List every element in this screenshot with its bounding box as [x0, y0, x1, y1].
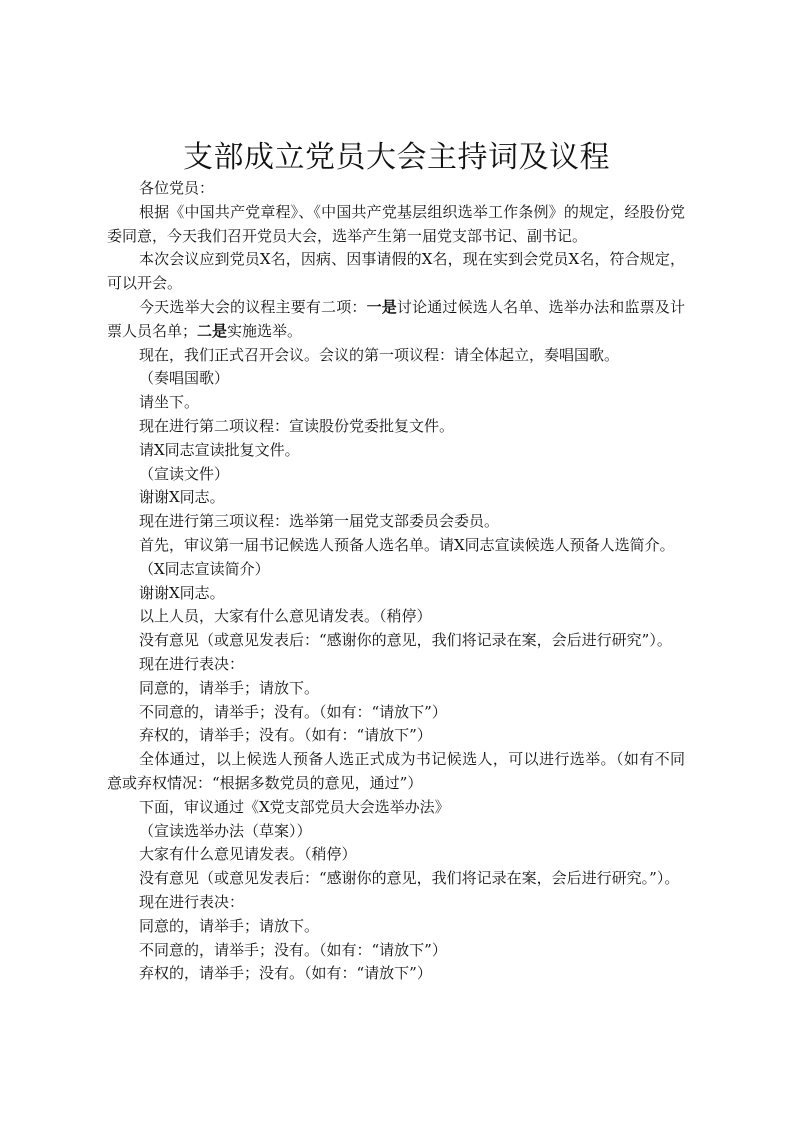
paragraph-vote-2: 现在进行表决：	[139, 892, 245, 911]
paragraph-opinions-2: 大家有什么意见请发表。（稍停）	[139, 845, 357, 864]
paragraph-review-candidates: 首先，审议第一届书记候选人预备人选名单。请X同志宣读候选人预备人选简介。	[139, 535, 675, 554]
paragraph-second-item: 现在进行第二项议程：宣读股份党委批复文件。	[139, 416, 455, 435]
paragraph-no-opinion-1: 没有意见（或意见发表后：“感谢你的意见，我们将记录在案，会后进行研究”）。	[139, 631, 672, 650]
paragraph-agree-2: 同意的，请举手；请放下。	[139, 916, 320, 935]
agenda-enumerator: 一是	[366, 297, 397, 316]
agenda-enumerator: 二是	[197, 321, 228, 340]
paragraph-intro-note: （X同志宣读简介）	[139, 559, 270, 578]
paragraph-attendance: 本次会议应到党员X名，因病、因事请假的X名，现在实到会党员X名，符合规定，可以开会。	[107, 250, 685, 293]
paragraph-thanks-1: 谢谢X同志。	[139, 488, 225, 507]
paragraph-abstain-2: 弃权的，请举手；没有。（如有：“请放下”）	[139, 964, 432, 983]
paragraph-sit-down: 请坐下。	[139, 393, 200, 412]
paragraph-review-method: 下面，审议通过《X党支部党员大会选举办法》	[139, 797, 450, 816]
paragraph-abstain-1: 弃权的，请举手；没有。（如有：“请放下”）	[139, 726, 432, 745]
paragraph-disagree-1: 不同意的，请举手；没有。（如有：“请放下”）	[139, 702, 447, 721]
paragraph-vote-1: 现在进行表决：	[139, 654, 245, 673]
paragraph-greeting: 各位党员：	[139, 179, 215, 197]
document-body	[107, 177, 685, 986]
paragraph-thanks-2: 谢谢X同志。	[139, 583, 225, 602]
paragraph-no-opinion-2: 没有意见（或意见发表后：“感谢你的意见，我们将记录在案，会后进行研究。”）。	[139, 869, 680, 888]
paragraph-method-note: （宣读选举办法（草案））	[139, 821, 312, 840]
paragraph-first-item: 现在，我们正式召开会议。会议的第一项议程：请全体起立，奏唱国歌。	[139, 345, 620, 364]
paragraph-agenda-summary: 今天选举大会的议程主要有二项：一是讨论通过候选人名单、选举办法和监票及计票人员名单；二是实施选举。	[107, 297, 685, 340]
paragraph-opinions-1: 以上人员，大家有什么意见请发表。（稍停）	[139, 607, 432, 626]
paragraph-read-approval: 请X同志宣读批复文件。	[139, 440, 300, 459]
paragraph-basis: 根据《中国共产党章程》、《中国共产党基层组织选举工作条例》的规定，经股份党委同意，今天我们召开党员大会，选举产生第一届党支部书记、副书记。	[107, 202, 685, 245]
document-title: 支部成立党员大会主持词及议程	[183, 140, 610, 175]
paragraph-agree-1: 同意的，请举手；请放下。	[139, 678, 320, 697]
paragraph-passed: 全体通过，以上候选人预备人选正式成为书记候选人，可以进行选举。（如有不同意或弃权情况：“根据多数党员的意见，通过”）	[107, 750, 685, 792]
paragraph-third-item: 现在进行第三项议程：选举第一届党支部委员会委员。	[139, 512, 500, 531]
paragraph-read-note: （宣读文件）	[139, 464, 230, 483]
paragraph-disagree-2: 不同意的，请举手；没有。（如有：“请放下”）	[139, 940, 447, 959]
paragraph-anthem-note: （奏唱国歌）	[139, 369, 230, 388]
